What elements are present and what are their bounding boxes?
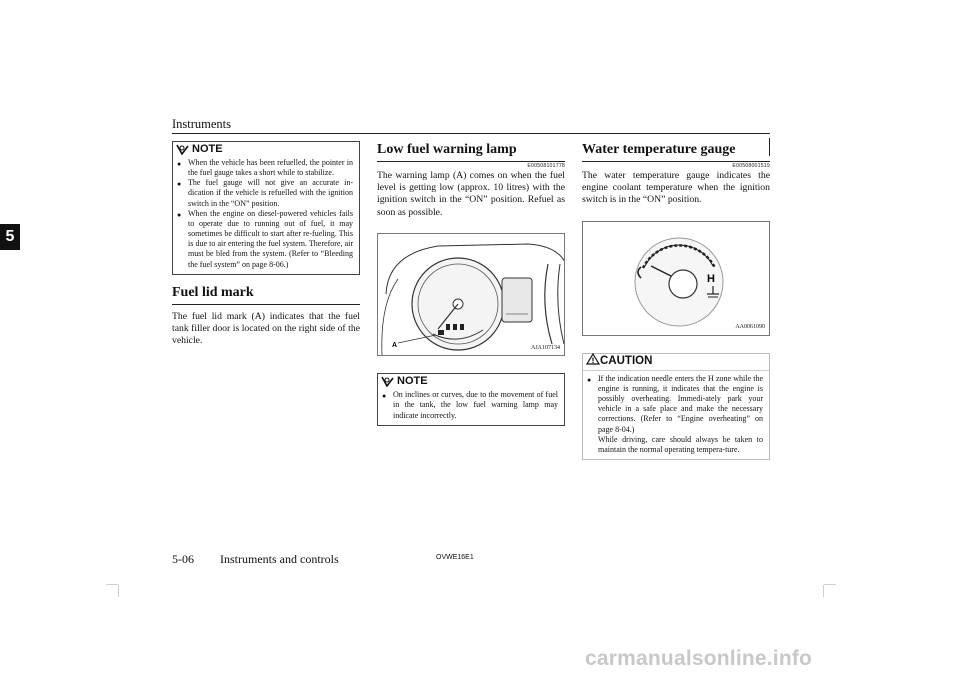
instrument-cluster-illustration — [378, 234, 565, 355]
watermark: carmanualsonline.info — [585, 647, 813, 670]
temperature-gauge-illustration — [583, 222, 770, 335]
note-header — [173, 142, 359, 156]
crop-mark — [824, 584, 836, 585]
section-code: E00508001519 — [732, 162, 770, 169]
note-box — [377, 373, 565, 425]
bullet-icon: ● — [177, 180, 182, 189]
list-item: ● The fuel gauge will not give an accurate in-dication if the vehicle is refuelled with the ignition switch in the “ON” position. — [177, 178, 353, 208]
document-code: OVWE16E1 — [436, 554, 474, 561]
chapter-tab: 5 — [0, 224, 20, 250]
water-temp-paragraph: The water temperature gauge indicates the engine coolant temperature when the ignition switch is in the “ON” position. — [582, 169, 770, 206]
list-item: ● If the indication needle enters the H zone while the engine is running, it indicates that the engine is possibly overheating. Immedi-ately park your vehicle in a safe place and make the necessary corrections. (Refer to “Engine overheating” on page 8-04.) While driving, care should always be taken to maintain the normal operating tempera-ture. — [587, 373, 763, 454]
gauge-h-label: H — [707, 272, 715, 285]
instrument-cluster-figure — [377, 233, 565, 356]
crop-mark — [106, 584, 118, 585]
warning-triangle-icon — [586, 353, 600, 370]
column-2 — [377, 141, 565, 426]
section-code: E00508101778 — [527, 162, 565, 169]
running-title: Instruments — [172, 117, 232, 131]
crop-mark — [118, 585, 119, 597]
section-title-low-fuel: Low fuel warning lamp — [377, 141, 565, 162]
bullet-icon: ● — [177, 160, 182, 168]
figure-code: AJA107134 — [530, 344, 560, 351]
figure-label-a: A — [392, 342, 398, 350]
note-list — [173, 156, 359, 274]
list-item: ● When the engine on diesel-powered vehicles fails to operate due to running out of fuel, it may sometimes be difficult to start after re-fueling. This is due to air entering the fuel system. Therefore, air must be bled from the system. (Refer to “Bleeding the fuel system” on page 8-06.) — [177, 208, 353, 269]
header-rule — [172, 133, 770, 134]
footer-chapter: Instruments and controls — [220, 552, 339, 566]
caution-header — [583, 354, 769, 371]
crop-mark — [823, 585, 824, 597]
temperature-gauge-figure — [582, 221, 770, 336]
column-1 — [172, 141, 360, 348]
figure-code: AA0061090 — [735, 324, 765, 331]
note-title: NOTE — [397, 375, 428, 388]
note-list — [378, 388, 564, 424]
note-box — [172, 141, 360, 275]
section-title-fuel-lid: Fuel lid mark — [172, 284, 360, 305]
list-item: ● When the vehicle has been refuelled, the pointer in the fuel gauge takes a short while to stabilize. — [177, 158, 353, 178]
bullet-icon: ● — [177, 210, 182, 219]
bullet-icon: ● — [587, 375, 592, 384]
caution-title: CAUTION — [600, 355, 653, 368]
fuel-lid-paragraph: The fuel lid mark (A) indicates that the fuel tank filler door is located on the right side of the vehicle. — [172, 310, 360, 347]
caution-list — [583, 371, 769, 459]
note-icon — [176, 144, 189, 155]
bullet-icon: ● — [382, 392, 387, 401]
page-number: 5-06 — [172, 552, 194, 566]
list-item: ● On inclines or curves, due to the movement of fuel in the tank, the low fuel warning lamp may indicate incorrectly. — [382, 390, 558, 420]
note-icon — [381, 376, 394, 387]
caution-box — [582, 353, 770, 460]
column-3 — [582, 141, 770, 460]
low-fuel-paragraph: The warning lamp (A) comes on when the fuel level is getting low (approx. 10 litres) with the ignition switch in the “ON” position. Refuel as soon as possible. — [377, 169, 565, 218]
note-title: NOTE — [192, 142, 223, 155]
note-header — [378, 374, 564, 388]
section-title-water-temp: Water temperature gauge — [582, 141, 770, 162]
